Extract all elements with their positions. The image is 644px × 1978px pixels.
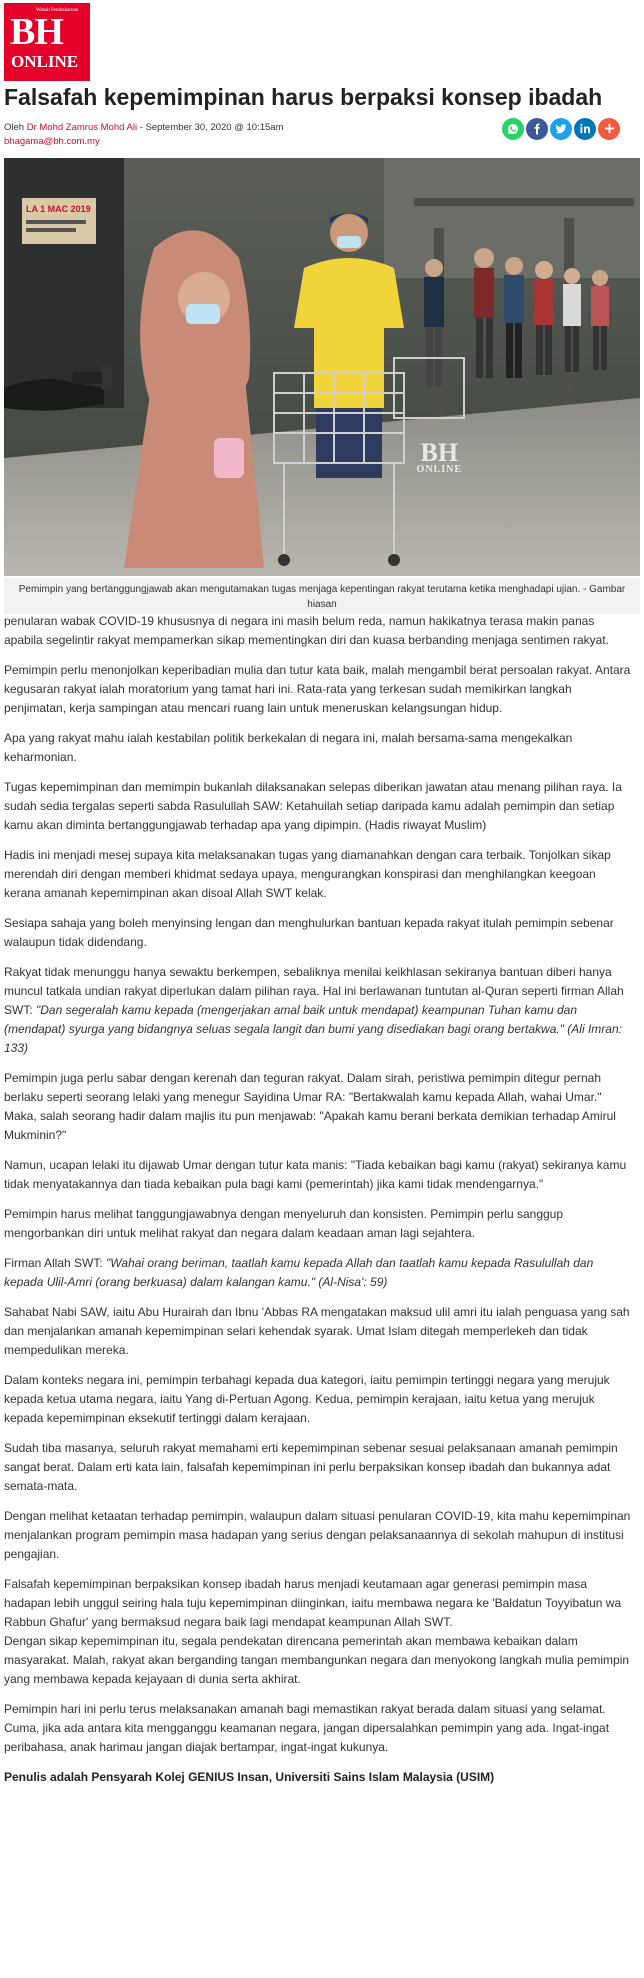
facebook-icon bbox=[531, 123, 543, 135]
shop-banner-text: LA 1 MAC 2019 bbox=[26, 204, 91, 214]
paragraph: Namun, ucapan lelaki itu dijawab Umar dengan tutur kata manis: "Tiada kebaikan bagi kamu (rakyat) sekiranya kamu tidak menyatakannya dan tiada kebaikan pula bagi kami (pemerintah) jika kami tidak mendengarnya." bbox=[4, 1158, 627, 1191]
paragraph: Pemimpin juga perlu sabar dengan kerenah dan teguran rakyat. Dalam sirah, peristiwa pemimpin ditegur pernah berlaku seperti seorang lelaki yang menegur Sayidina Umar RA: "Bertakwalah kamu kepada Allah, wahai Umar." Maka, salah seorang hadir dalam majlis itu pun menjawab: "Apakah kamu berani berkata demikian terhadap Amirul Mukminin?" bbox=[4, 1071, 616, 1142]
author-email-link[interactable]: bhagama@bh.com.my bbox=[4, 136, 100, 147]
plus-icon bbox=[604, 123, 615, 134]
share-more-button[interactable] bbox=[598, 118, 620, 140]
share-linkedin-button[interactable] bbox=[574, 118, 596, 140]
logo-tagline: Wahab Pembaharuan bbox=[36, 8, 79, 13]
share-whatsapp-button[interactable] bbox=[502, 118, 524, 140]
whatsapp-icon bbox=[507, 123, 519, 135]
author-note: Penulis adalah Pensyarah Kolej GENIUS Insan, Universiti Sains Islam Malaysia (USIM) bbox=[4, 1770, 495, 1784]
quran-quote: "Wahai orang beriman, taatlah kamu kepada Allah dan taatlah kamu kepada Rasulullah dan kepada Ulil-Amri (orang berkuasa) dalam kalangan kamu." (Al-Nisa': 59) bbox=[4, 1256, 594, 1289]
author-link[interactable]: Dr Mohd Zamrus Mohd Ali bbox=[26, 122, 138, 133]
paragraph: Sesiapa sahaja yang boleh menyinsing lengan dan menghulurkan bantuan kepada rakyat itulah pemimpin sebenar walaupun tidak didendang. bbox=[4, 916, 614, 949]
paragraph bbox=[4, 963, 634, 1058]
linkedin-icon bbox=[580, 123, 591, 134]
share-facebook-button[interactable] bbox=[526, 118, 548, 140]
quran-quote: "Dan segeralah kamu kepada (mengerjakan amal baik untuk mendapat) keampunan Tuhan kamu dan (mendapat) syurga yang bidangnya seluas segala langit dan bumi yang disediakan bagi orang bertakwa." (Ali Imran: 133) bbox=[4, 1003, 622, 1055]
watermark-online: ONLINE bbox=[416, 464, 462, 475]
paragraph: Pemimpin perlu menonjolkan keperibadian mulia dan tutur kata baik, malah mengambil berat persoalan rakyat. Antara kegusaran rakyat ialah moratorium yang tamat hari ini. Rata-rata yang terkesan sudah memikirkan langkah penjimatan, kerja sampingan atau mencari ruang lain untuk meneruskan kelangsungan hidup. bbox=[4, 663, 631, 715]
watermark-bh: BH bbox=[420, 438, 459, 467]
paragraph: Falsafah kepemimpinan berpaksikan konsep ibadah harus menjadi keutamaan agar generasi pemimpin masa hadapan lebih unggul seiring hala tuju kepemimpinan diinginkan, iaitu membawa negara ke 'Baldatun Toyyibatun wa Rabbun Ghafur' yang bermaksud negara baik lagi mendapat keampunan Allah SWT. bbox=[4, 1577, 622, 1629]
photo-caption: Pemimpin yang bertanggungjawab akan mengutamakan tugas menjaga kepentingan rakyat terutama ketika menghadapi ujian. - Gambar hiasan bbox=[4, 578, 640, 614]
share-twitter-button[interactable] bbox=[550, 118, 572, 140]
paragraph: Tugas kepemimpinan dan memimpin bukanlah dilaksanakan selepas diberikan jawatan atau menang pilihan raya. Ia sudah sedia tergalas seperti sabda Rasulullah SAW: Ketahuilah setiap daripada kamu adalah pemimpin dan setiap kamu akan diminta bertanggungjawab terhadap apa yang dipimpin. (Hadis riwayat Muslim) bbox=[4, 780, 622, 832]
queue-photo-illustration bbox=[4, 158, 640, 576]
article-byline bbox=[4, 121, 284, 135]
paragraph: Dengan melihat ketaatan terhadap pemimpin, walaupun dalam situasi penularan COVID-19, kita mahu kepemimpinan menjalankan program pemimpin masa hadapan yang serius dengan pelaksanaannya di sekolah mahupun di institusi pengajian. bbox=[4, 1509, 631, 1561]
paragraph: Apa yang rakyat mahu ialah kestabilan politik berkekalan di negara ini, malah bersama-sama mengekalkan keharmonian. bbox=[4, 731, 573, 764]
twitter-icon bbox=[555, 123, 567, 135]
paragraph: Sahabat Nabi SAW, iaitu Abu Hurairah dan Ibnu 'Abbas RA mengatakan maksud ulil amri itu ialah penguasa yang sah dan menjalankan amanah kepemimpinan selari kehendak syarak. Umat Islam ditegah memperlekeh dan tidak mempedulikan mereka. bbox=[4, 1305, 630, 1357]
logo-online-text: ONLINE bbox=[11, 52, 79, 71]
paragraph: Pemimpin harus melihat tanggungjawabnya dengan menyeluruh dan konsisten. Pemimpin perlu sanggup mengorbankan diri untuk melihat rakyat dan negara dalam keadaan aman lagi sejahtera. bbox=[4, 1207, 564, 1240]
article-photo bbox=[4, 158, 640, 576]
paragraph: Hadis ini menjadi mesej supaya kita melaksanakan tugas yang diamanahkan dengan cara terbaik. Tonjolkan sikap merendah diri dengan memberi khidmat sedaya upaya, mengurangkan konspirasi dan menghilangkan keegoan kerana amanah kepemimpinan akan disoal Allah SWT kelak. bbox=[4, 848, 611, 900]
paragraph: Pemimpin hari ini perlu terus melaksanakan amanah bagi memastikan rakyat berada dalam situasi yang selamat. Cuma, jika ada antara kita mengganggu keamanan negara, jangan dipersalahkan pemimpin yang ada. Ingat-ingat peribahasa, anak harimau jangan diajak bertampar, ingat-ingat kukunya. bbox=[4, 1702, 610, 1754]
article-body bbox=[4, 612, 634, 1798]
article-title: Falsafah kepemimpinan harus berpaksi konsep ibadah bbox=[4, 84, 603, 110]
paragraph-text: Rakyat tidak menunggu hanya sewaktu berkempen, sebaliknya menilai keikhlasan sekiranya bantuan diberi hanya muncul tatkala undian rakyat diperlukan dalam pilihan raya. Hal ini berlawanan tuntutan al-Quran seperti firman Allah SWT: bbox=[4, 965, 624, 1017]
byline-prefix: Oleh bbox=[4, 122, 27, 133]
bh-online-logo[interactable] bbox=[4, 3, 90, 81]
paragraph: penularan wabak COVID-19 khususnya di negara ini masih belum reda, namun hakikatnya terasa makin panas apabila segelintir rakyat mempamerkan sikap mementingkan diri dan kuasa berbanding menjaga sentimen rakyat. bbox=[4, 614, 609, 647]
paragraph-text: Firman Allah SWT: bbox=[4, 1256, 107, 1270]
paragraph: Dalam konteks negara ini, pemimpin terbahagi kepada dua kategori, iaitu pemimpin tertinggi negara yang merujuk kepada ketua utama negara, iaitu Yang di-Pertuan Agong. Kedua, pemimpin kerajaan, iaitu ketua yang merujuk kepada kepemimpinan eksekutif tertinggi dalam kerajaan. bbox=[4, 1373, 610, 1425]
paragraph: Dengan sikap kepemimpinan itu, segala pendekatan direncana pemerintah akan membawa kebaikan dalam masyarakat. Malah, rakyat akan berganding tangan membangunkan negara dan menyokong langkah mulia pemimpin yang membawa kepada kejayaan di dunia serta akhirat. bbox=[4, 1634, 630, 1686]
paragraph: Sudah tiba masanya, seluruh rakyat memahami erti kepemimpinan sebenar sesuai pelaksanaan amanah pemimpin sangat berat. Dalam erti kata lain, falsafah kepemimpinan ini perlu berpaksikan konsep ibadah dan bukannya adat semata-mata. bbox=[4, 1441, 618, 1493]
article-dateline: - September 30, 2020 @ 10:15am bbox=[137, 122, 284, 133]
paragraph bbox=[4, 1254, 634, 1292]
logo-bh-text: BH bbox=[10, 11, 63, 53]
photo-watermark bbox=[416, 438, 462, 475]
site-header bbox=[0, 0, 644, 84]
